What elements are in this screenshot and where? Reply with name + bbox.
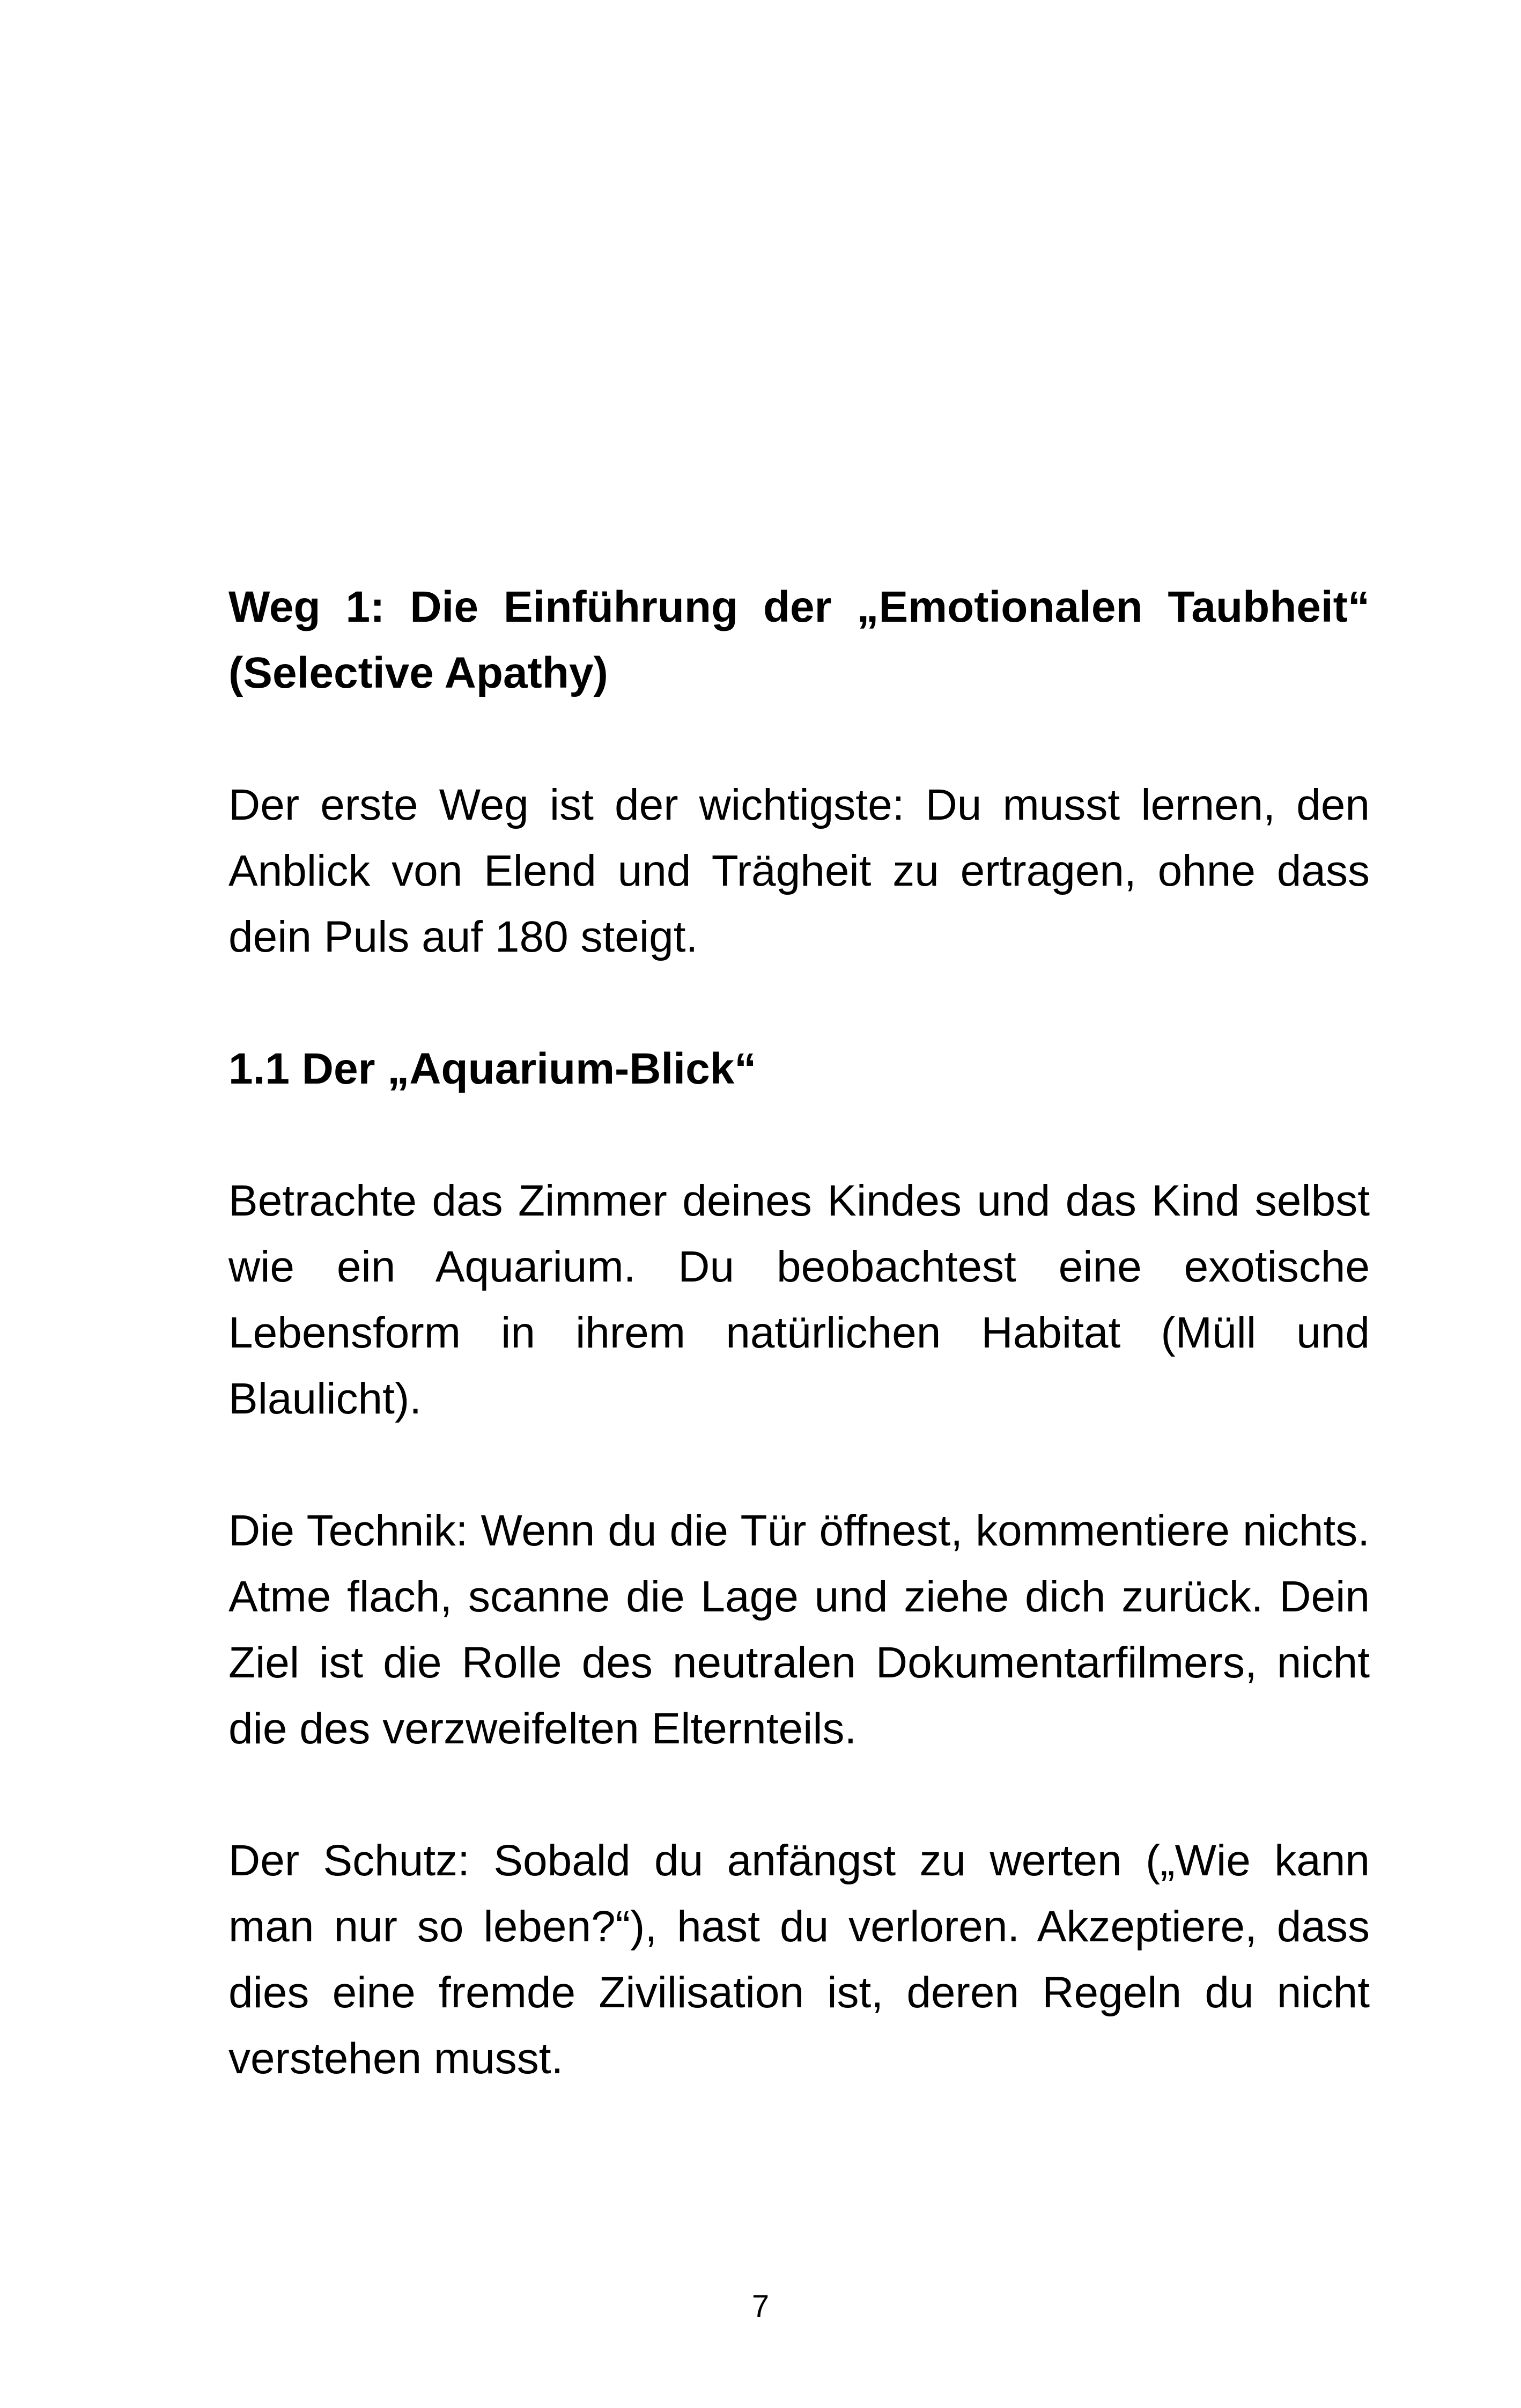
intro-paragraph: Der erste Weg ist der wichtigste: Du musst lernen, den Anblick von Elend und Trägheit zu ertragen, ohne dass dein Puls auf 180 steigt. (228, 780, 1370, 961)
spacer (228, 1762, 1370, 1828)
spacer (228, 970, 1370, 1036)
spacer (228, 1432, 1370, 1498)
section-heading: 1.1 Der „Aquarium-Blick“ (228, 1044, 757, 1093)
chapter-heading: Weg 1: Die Einführung der „Emotionalen Taubheit“ (Selective Apathy) (228, 583, 1370, 697)
spacer (228, 706, 1370, 772)
page-number: 7 (751, 2289, 770, 2324)
technique-paragraph: Die Technik: Wenn du die Tür öffnest, kommentiere nichts. Atme flach, scanne die Lage und ziehe dich zurück. Dein Ziel ist die Rolle des neutralen Dokumentarfilmers, nicht die des verzweifelten Elternteils. (228, 1506, 1370, 1753)
page-body (228, 574, 1370, 2092)
aquarium-paragraph: Betrachte das Zimmer deines Kindes und das Kind selbst wie ein Aquarium. Du beobachtest eine exotische Lebensform in ihrem natürlichen Habitat (Müll und Blaulicht). (228, 1176, 1370, 1423)
protection-paragraph: Der Schutz: Sobald du anfängst zu werten („Wie kann man nur so leben?“), hast du verloren. Akzeptiere, dass dies eine fremde Zivilisation ist, deren Regeln du nicht verstehen musst. (228, 1836, 1370, 2083)
spacer (228, 1102, 1370, 1168)
